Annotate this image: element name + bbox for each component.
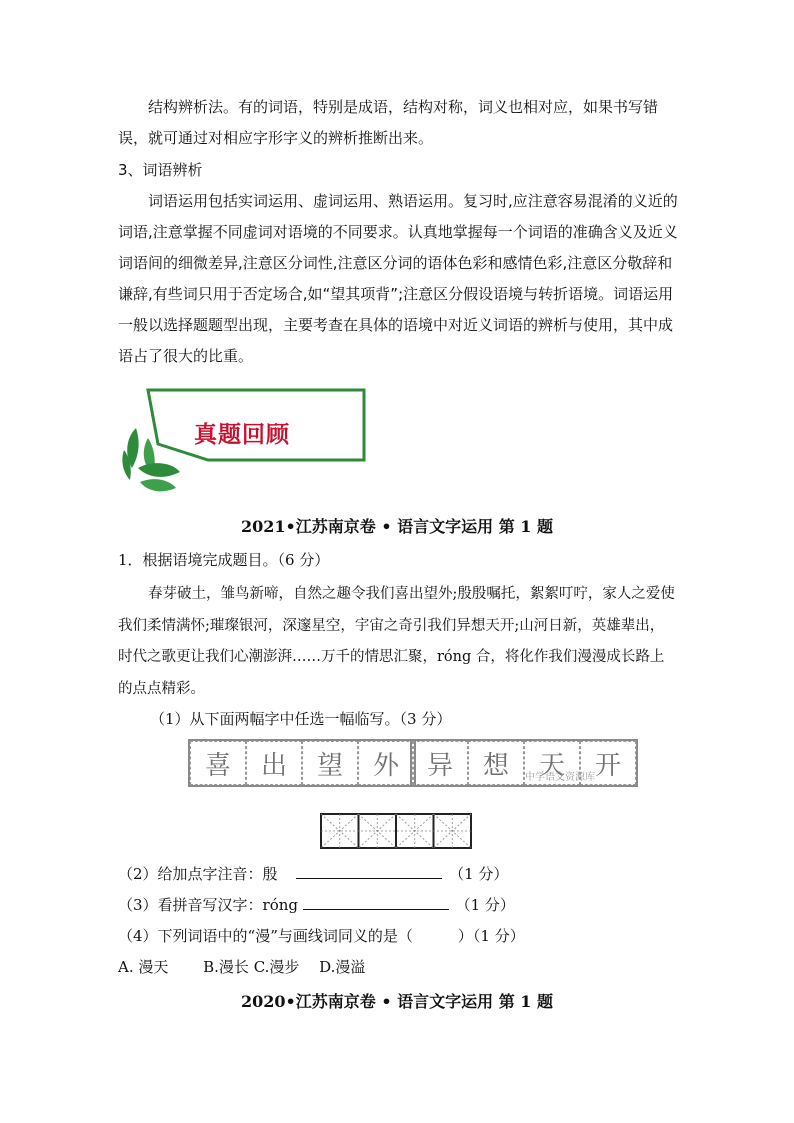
sub-question-1: （1）从下面两幅字中任选一幅临写。（3 分） xyxy=(150,710,452,728)
sub-question-3-prefix: （3）看拼音写汉字：róng xyxy=(118,896,299,914)
exam-2020-title: 2020•江苏南京卷 • 语言文字运用 第 1 题 xyxy=(241,992,553,1011)
copy-char: 外 xyxy=(358,741,414,785)
copy-char: 望 xyxy=(302,741,358,785)
sub-question-3-suffix: （1 分） xyxy=(455,896,515,914)
writing-grid[interactable] xyxy=(320,813,472,853)
sub-question-2 xyxy=(118,859,678,890)
banner-zhenti-huigu xyxy=(118,388,368,508)
intro-paragraph-structure: 结构辨析法。有的词语，特别是成语，结构对称，词义也相对应，如果书写错误，就可通过对相应字形字义的辨析推断出来。 xyxy=(118,98,659,147)
intro-paragraph-word-usage: 词语运用包括实词运用、虚词运用、熟语运用。复习时,应注意容易混淆的义近的词语,注意掌握不同虚词对语境的不同要求。认真地掌握每一个词语的准确含义及近义词语间的细微差异,注意区分词性,注意区分词的语体色彩和感情色彩,注意区分敬辞和谦辞,有些词只用于否定场合,如“望其项背”;注意区分假设语境与转折语境。词语运用一般以选择题题型出现，主要考查在具体的语境中对近义词语的辨析与使用，其中成语占了很大的比重。 xyxy=(118,192,678,365)
copy-sample-group-1 xyxy=(188,739,416,787)
copy-char: 想 xyxy=(468,741,524,785)
sub-question-3 xyxy=(118,890,678,921)
question-1: 1．根据语境完成题目。（6 分） xyxy=(118,551,330,569)
sub-question-4-options: A. 漫天 B.漫长 C.漫步 D.漫溢 xyxy=(118,958,366,976)
section-heading-word-analysis: 3、词语辨析 xyxy=(118,161,203,179)
copy-char: 喜 xyxy=(190,741,246,785)
answer-blank-hanzi[interactable] xyxy=(303,895,449,910)
copy-sample-group-2 xyxy=(410,739,638,787)
question-passage: 春芽破土，雏鸟新啼，自然之趣令我们喜出望外;殷殷嘱托，絮絮叮咛，家人之爱使我们柔情满怀;璀璨银河，深邃星空，宇宙之奇引我们异想天开;山河日新，英雄辈出，时代之歌更让我们心潮澎湃……万千的情思汇聚，róng 合，将化作我们漫漫成长路上的点点精彩。 xyxy=(118,586,675,697)
copy-char: 天 xyxy=(524,741,580,785)
sub-question-2-prefix: （2）给加点字注音：殷 xyxy=(118,865,278,883)
exam-2021-title: 2021•江苏南京卷 • 语言文字运用 第 1 题 xyxy=(241,517,553,536)
watermark: 中学语文资源库 xyxy=(525,772,595,783)
copy-char: 出 xyxy=(246,741,302,785)
banner-title: 真题回顾 xyxy=(194,421,290,448)
sub-question-2-suffix: （1 分） xyxy=(449,865,509,883)
writing-grid-cells[interactable] xyxy=(320,813,472,849)
copy-char: 开 xyxy=(580,741,636,785)
answer-blank-pinyin[interactable] xyxy=(296,864,442,879)
copy-char: 异 xyxy=(412,741,468,785)
sub-question-4: （4）下列词语中的“漫”与画线词同义的是（ ）（1 分） xyxy=(118,927,525,945)
